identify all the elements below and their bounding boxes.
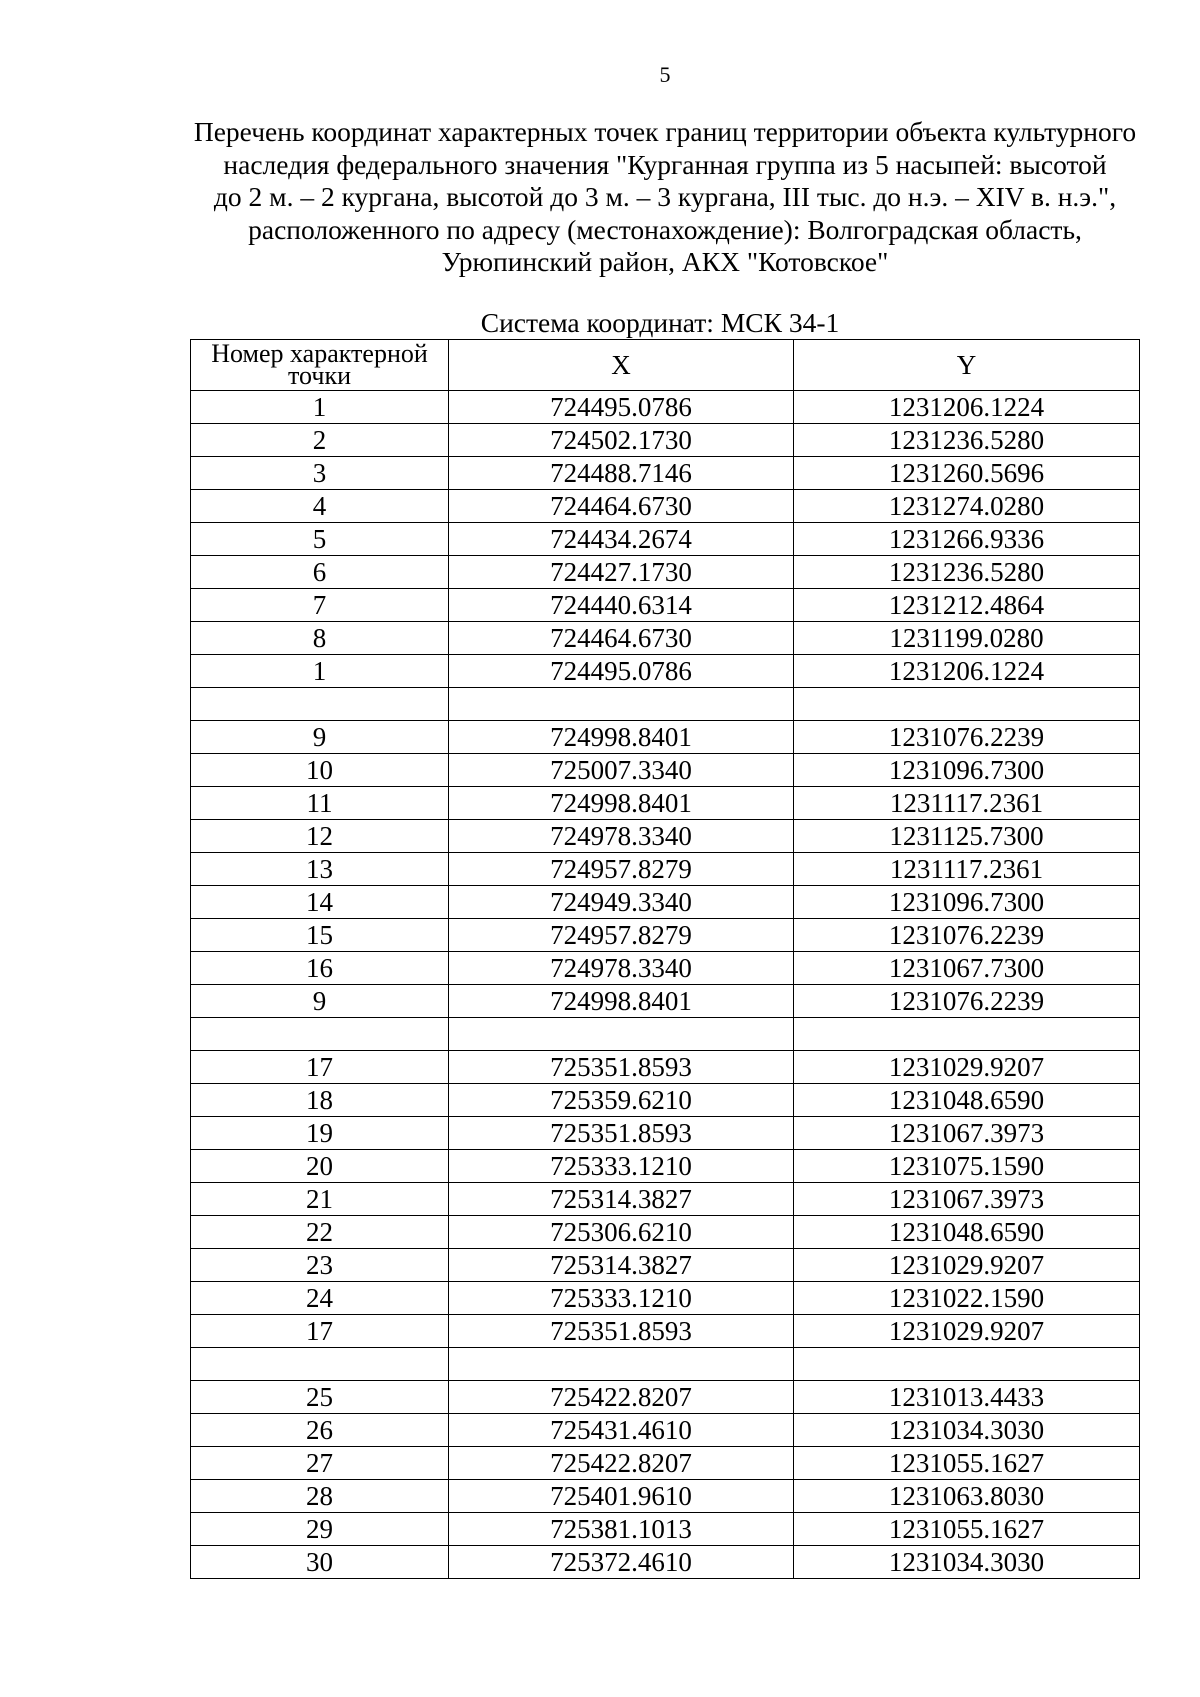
table-row bbox=[191, 1084, 1140, 1117]
cell-y: 1231075.1590 bbox=[794, 1150, 1140, 1183]
cell-y: 1231063.8030 bbox=[794, 1480, 1140, 1513]
cell-y: 1231029.9207 bbox=[794, 1051, 1140, 1084]
cell-point-number bbox=[191, 688, 449, 721]
cell-point-number: 18 bbox=[191, 1084, 449, 1117]
cell-x: 724957.8279 bbox=[449, 919, 794, 952]
cell-point-number: 20 bbox=[191, 1150, 449, 1183]
title-line: до 2 м. – 2 кургана, высотой до 3 м. – 3 кургана, III тыс. до н.э. – XIV в. н.э.", bbox=[213, 181, 1117, 212]
cell-point-number: 10 bbox=[191, 754, 449, 787]
table-row bbox=[191, 391, 1140, 424]
table-row bbox=[191, 424, 1140, 457]
cell-y: 1231236.5280 bbox=[794, 424, 1140, 457]
cell-x bbox=[449, 1018, 794, 1051]
cell-x: 724949.3340 bbox=[449, 886, 794, 919]
table-row bbox=[191, 622, 1140, 655]
cell-x: 725351.8593 bbox=[449, 1051, 794, 1084]
cell-point-number: 17 bbox=[191, 1315, 449, 1348]
cell-x: 724440.6314 bbox=[449, 589, 794, 622]
cell-point-number: 5 bbox=[191, 523, 449, 556]
cell-point-number: 9 bbox=[191, 985, 449, 1018]
table-row bbox=[191, 1150, 1140, 1183]
cell-x: 724488.7146 bbox=[449, 457, 794, 490]
cell-y: 1231096.7300 bbox=[794, 754, 1140, 787]
title-line: Урюпинский район, АКХ "Котовское" bbox=[441, 246, 889, 277]
cell-y: 1231076.2239 bbox=[794, 721, 1140, 754]
cell-y: 1231067.3973 bbox=[794, 1183, 1140, 1216]
cell-x: 724998.8401 bbox=[449, 985, 794, 1018]
header-x: X bbox=[449, 340, 794, 391]
cell-x: 724502.1730 bbox=[449, 424, 794, 457]
cell-point-number: 3 bbox=[191, 457, 449, 490]
cell-y: 1231206.1224 bbox=[794, 391, 1140, 424]
cell-x: 724495.0786 bbox=[449, 391, 794, 424]
cell-point-number: 2 bbox=[191, 424, 449, 457]
cell-x: 724978.3340 bbox=[449, 820, 794, 853]
table-row bbox=[191, 490, 1140, 523]
table-row bbox=[191, 1414, 1140, 1447]
cell-x: 725333.1210 bbox=[449, 1150, 794, 1183]
cell-y: 1231034.3030 bbox=[794, 1546, 1140, 1579]
cell-x: 724427.1730 bbox=[449, 556, 794, 589]
cell-y: 1231067.3973 bbox=[794, 1117, 1140, 1150]
cell-y: 1231076.2239 bbox=[794, 985, 1140, 1018]
cell-point-number: 12 bbox=[191, 820, 449, 853]
cell-point-number: 4 bbox=[191, 490, 449, 523]
table-header-row bbox=[191, 340, 1140, 391]
table-row bbox=[191, 721, 1140, 754]
header-point-line: точки bbox=[288, 361, 351, 390]
cell-x: 725333.1210 bbox=[449, 1282, 794, 1315]
cell-point-number: 27 bbox=[191, 1447, 449, 1480]
cell-point-number: 21 bbox=[191, 1183, 449, 1216]
document-title bbox=[170, 116, 1160, 279]
cell-point-number: 26 bbox=[191, 1414, 449, 1447]
cell-x: 725314.3827 bbox=[449, 1183, 794, 1216]
cell-x: 725401.9610 bbox=[449, 1480, 794, 1513]
cell-x: 724434.2674 bbox=[449, 523, 794, 556]
cell-point-number: 30 bbox=[191, 1546, 449, 1579]
cell-y: 1231076.2239 bbox=[794, 919, 1140, 952]
table-row bbox=[191, 1282, 1140, 1315]
cell-y bbox=[794, 688, 1140, 721]
cell-point-number: 17 bbox=[191, 1051, 449, 1084]
table-body bbox=[191, 391, 1140, 1579]
table-row bbox=[191, 1480, 1140, 1513]
cell-point-number: 6 bbox=[191, 556, 449, 589]
cell-y: 1231055.1627 bbox=[794, 1447, 1140, 1480]
table-row bbox=[191, 853, 1140, 886]
cell-point-number: 9 bbox=[191, 721, 449, 754]
cell-y bbox=[794, 1348, 1140, 1381]
table-row bbox=[191, 556, 1140, 589]
table-row bbox=[191, 457, 1140, 490]
cell-point-number: 19 bbox=[191, 1117, 449, 1150]
cell-y: 1231117.2361 bbox=[794, 787, 1140, 820]
cell-point-number: 13 bbox=[191, 853, 449, 886]
cell-y: 1231266.9336 bbox=[794, 523, 1140, 556]
cell-y: 1231274.0280 bbox=[794, 490, 1140, 523]
cell-point-number: 1 bbox=[191, 391, 449, 424]
cell-point-number: 29 bbox=[191, 1513, 449, 1546]
coordinate-system-label: Система координат: МСК 34-1 bbox=[480, 307, 840, 338]
table-row bbox=[191, 886, 1140, 919]
table-row bbox=[191, 1513, 1140, 1546]
cell-x: 725359.6210 bbox=[449, 1084, 794, 1117]
header-y: Y bbox=[794, 340, 1140, 391]
table-row bbox=[191, 1381, 1140, 1414]
table-row bbox=[191, 919, 1140, 952]
cell-y: 1231125.7300 bbox=[794, 820, 1140, 853]
table-row bbox=[191, 1348, 1140, 1381]
cell-x bbox=[449, 1348, 794, 1381]
cell-point-number: 8 bbox=[191, 622, 449, 655]
cell-y: 1231206.1224 bbox=[794, 655, 1140, 688]
table-row bbox=[191, 1315, 1140, 1348]
cell-x bbox=[449, 688, 794, 721]
cell-x: 724998.8401 bbox=[449, 787, 794, 820]
table-row bbox=[191, 1249, 1140, 1282]
page-number: 5 bbox=[659, 62, 671, 87]
cell-y: 1231048.6590 bbox=[794, 1084, 1140, 1117]
cell-y: 1231034.3030 bbox=[794, 1414, 1140, 1447]
cell-x: 725306.6210 bbox=[449, 1216, 794, 1249]
table-row bbox=[191, 1018, 1140, 1051]
cell-y: 1231055.1627 bbox=[794, 1513, 1140, 1546]
cell-point-number: 7 bbox=[191, 589, 449, 622]
cell-point-number: 16 bbox=[191, 952, 449, 985]
table-row bbox=[191, 1051, 1140, 1084]
cell-point-number: 11 bbox=[191, 787, 449, 820]
table-row bbox=[191, 1447, 1140, 1480]
cell-x: 725314.3827 bbox=[449, 1249, 794, 1282]
cell-y: 1231067.7300 bbox=[794, 952, 1140, 985]
title-line: расположенного по адресу (местонахождение): Волгоградская область, bbox=[248, 213, 1082, 245]
cell-y: 1231022.1590 bbox=[794, 1282, 1140, 1315]
cell-y: 1231013.4433 bbox=[794, 1381, 1140, 1414]
title-line: наследия федерального значения "Курганная группа из 5 насыпей: высотой bbox=[223, 148, 1107, 180]
table-row bbox=[191, 1546, 1140, 1579]
cell-x: 725381.1013 bbox=[449, 1513, 794, 1546]
cell-x: 724978.3340 bbox=[449, 952, 794, 985]
table-row bbox=[191, 820, 1140, 853]
coordinates-table bbox=[190, 339, 1140, 1579]
table-row bbox=[191, 1117, 1140, 1150]
title-line: Перечень координат характерных точек границ территории объекта культурного bbox=[193, 116, 1137, 147]
table-row bbox=[191, 952, 1140, 985]
cell-y: 1231029.9207 bbox=[794, 1315, 1140, 1348]
cell-x: 724464.6730 bbox=[449, 490, 794, 523]
cell-x: 724957.8279 bbox=[449, 853, 794, 886]
table-row bbox=[191, 787, 1140, 820]
cell-y: 1231236.5280 bbox=[794, 556, 1140, 589]
cell-point-number: 1 bbox=[191, 655, 449, 688]
table-row bbox=[191, 589, 1140, 622]
cell-x: 724464.6730 bbox=[449, 622, 794, 655]
cell-point-number: 14 bbox=[191, 886, 449, 919]
cell-point-number bbox=[191, 1018, 449, 1051]
table-row bbox=[191, 1216, 1140, 1249]
cell-y: 1231048.6590 bbox=[794, 1216, 1140, 1249]
table-row bbox=[191, 655, 1140, 688]
cell-x: 725351.8593 bbox=[449, 1315, 794, 1348]
cell-x: 725422.8207 bbox=[449, 1447, 794, 1480]
cell-point-number: 22 bbox=[191, 1216, 449, 1249]
cell-x: 725422.8207 bbox=[449, 1381, 794, 1414]
table-row bbox=[191, 1183, 1140, 1216]
cell-y: 1231096.7300 bbox=[794, 886, 1140, 919]
table-row bbox=[191, 688, 1140, 721]
cell-y: 1231029.9207 bbox=[794, 1249, 1140, 1282]
cell-x: 725372.4610 bbox=[449, 1546, 794, 1579]
cell-x: 725007.3340 bbox=[449, 754, 794, 787]
cell-x: 725431.4610 bbox=[449, 1414, 794, 1447]
header-point-number bbox=[191, 340, 449, 391]
header-point-line: Номер характерной bbox=[211, 339, 428, 368]
cell-y: 1231260.5696 bbox=[794, 457, 1140, 490]
table-row bbox=[191, 985, 1140, 1018]
cell-point-number: 28 bbox=[191, 1480, 449, 1513]
cell-x: 724998.8401 bbox=[449, 721, 794, 754]
cell-point-number: 15 bbox=[191, 919, 449, 952]
table-row bbox=[191, 523, 1140, 556]
cell-x: 725351.8593 bbox=[449, 1117, 794, 1150]
cell-y: 1231199.0280 bbox=[794, 622, 1140, 655]
cell-point-number: 23 bbox=[191, 1249, 449, 1282]
cell-y: 1231212.4864 bbox=[794, 589, 1140, 622]
table-row bbox=[191, 754, 1140, 787]
cell-y: 1231117.2361 bbox=[794, 853, 1140, 886]
cell-point-number: 25 bbox=[191, 1381, 449, 1414]
cell-point-number bbox=[191, 1348, 449, 1381]
cell-point-number: 24 bbox=[191, 1282, 449, 1315]
cell-y bbox=[794, 1018, 1140, 1051]
cell-x: 724495.0786 bbox=[449, 655, 794, 688]
